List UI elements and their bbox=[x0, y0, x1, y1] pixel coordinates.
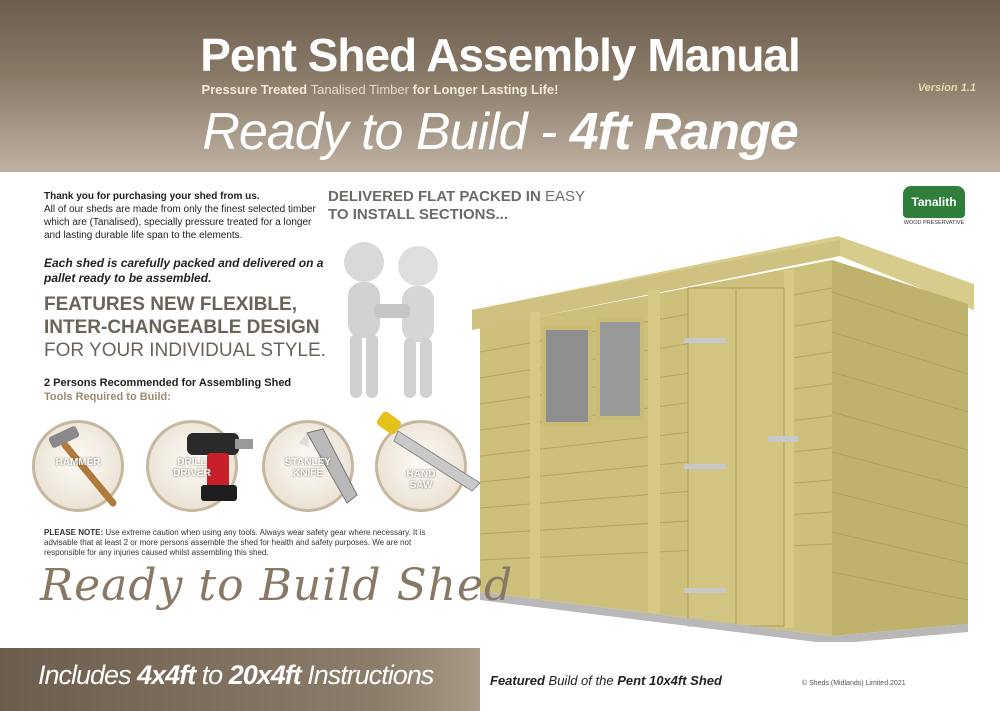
banner-part: Includes bbox=[38, 660, 131, 690]
tagline-part: for Longer Lasting Life! bbox=[412, 82, 559, 97]
features-line: INTER-CHANGEABLE DESIGN bbox=[44, 317, 320, 338]
tool-label bbox=[378, 469, 464, 491]
tool-drill bbox=[146, 420, 238, 512]
tanalith-badge: Tanalith bbox=[903, 186, 965, 218]
subtitle-italic: Ready to Build - bbox=[202, 103, 557, 161]
features-line: FOR YOUR INDIVIDUAL STYLE. bbox=[44, 340, 326, 361]
flat-bold: DELIVERED FLAT PACKED IN bbox=[328, 188, 541, 205]
intro-body: All of our sheds are made from only the finest selected timber which are (Tanalised), specially pressure treated for a longer and lasting durable life span to the elements. bbox=[44, 204, 316, 241]
tagline-part: Tanalised Timber bbox=[310, 82, 409, 97]
safety-note bbox=[44, 528, 434, 558]
instructions-banner bbox=[0, 648, 480, 711]
flat-packed-heading bbox=[328, 188, 588, 224]
tool-label-line: HAMMER bbox=[55, 457, 101, 468]
header-banner bbox=[0, 0, 1000, 172]
banner-part: Instructions bbox=[307, 660, 434, 690]
tagline bbox=[0, 82, 760, 97]
features-heading bbox=[44, 293, 344, 362]
tanalith-sub: WOOD PRESERVATIVE bbox=[903, 220, 965, 226]
assembly-figures-illustration bbox=[326, 238, 466, 408]
persons-recommended: 2 Persons Recommended for Assembling Shed bbox=[44, 377, 292, 389]
tool-label-line: KNIFE bbox=[293, 468, 323, 479]
packing-note: Each shed is carefully packed and delivered on a pallet ready to be assembled. bbox=[44, 256, 324, 285]
featured-part: Build of the bbox=[548, 673, 614, 688]
version-label: Version 1.1 bbox=[917, 82, 976, 94]
tool-hammer bbox=[32, 420, 124, 512]
subtitle-bold: 4ft Range bbox=[569, 103, 798, 161]
subtitle bbox=[0, 102, 1000, 162]
tool-knife bbox=[262, 420, 354, 512]
features-line: FEATURES NEW FLEXIBLE, bbox=[44, 294, 297, 315]
banner-part: to bbox=[201, 660, 223, 690]
tool-label-line: HAND bbox=[406, 469, 436, 480]
script-heading: Ready to Build Shed bbox=[40, 560, 514, 611]
tool-saw bbox=[375, 420, 467, 512]
flat-line2: TO INSTALL SECTIONS... bbox=[328, 206, 509, 223]
tagline-part: Pressure Treated bbox=[201, 82, 308, 97]
banner-part: 4x4ft bbox=[137, 660, 196, 690]
tool-label bbox=[265, 457, 351, 479]
tanalith-logo bbox=[896, 186, 972, 226]
banner-text bbox=[38, 660, 433, 691]
featured-part: Pent 10x4ft Shed bbox=[617, 673, 722, 688]
intro-text bbox=[44, 190, 319, 242]
pent-shed-illustration bbox=[468, 232, 988, 642]
tool-label-line: STANLEY bbox=[285, 457, 331, 468]
copyright: © Sheds (Midlands) Limited 2021 bbox=[802, 680, 906, 687]
note-text: Use extreme caution when using any tools. Always wear safety gear where necessary. It is advisable that at least 2 or more persons assemble the shed for health and safety purposes. We are not responsible for any injuries caused whilst assembling this shed. bbox=[44, 528, 426, 557]
banner-part: 20x4ft bbox=[228, 660, 301, 690]
tool-label bbox=[35, 457, 121, 468]
note-label: PLEASE NOTE: bbox=[44, 528, 104, 537]
featured-part: Featured bbox=[490, 673, 545, 688]
tool-label-line: DRIVER bbox=[173, 468, 211, 479]
tool-label bbox=[149, 457, 235, 479]
intro-thanks: Thank you for purchasing your shed from us. bbox=[44, 191, 260, 202]
tool-label-line: DRILL bbox=[177, 457, 207, 468]
flat-thin: EASY bbox=[544, 188, 585, 205]
page-title: Pent Shed Assembly Manual bbox=[200, 29, 800, 81]
tool-label-line: SAW bbox=[409, 480, 433, 491]
tools-label: Tools Required to Build: bbox=[44, 391, 171, 403]
featured-build-caption bbox=[490, 673, 722, 688]
